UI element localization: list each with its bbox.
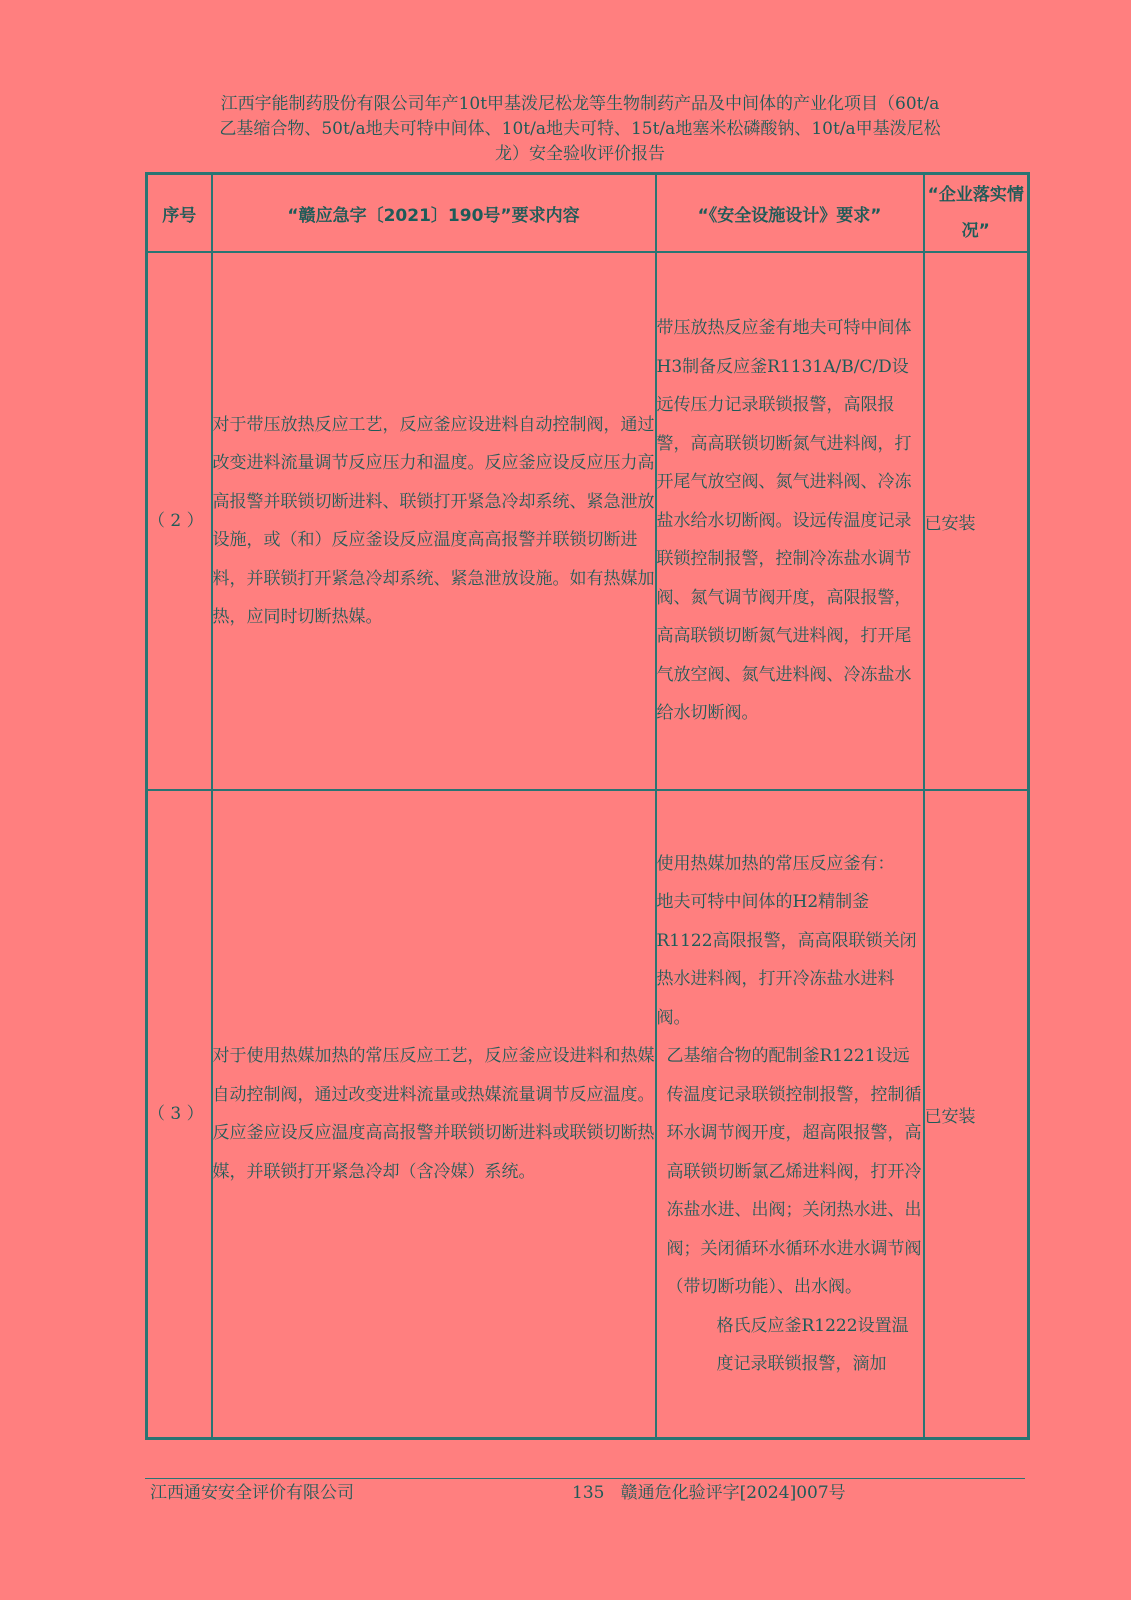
table-row [147,790,1029,1439]
row-design-cell [656,252,924,790]
column-header-seq: 序号 [147,174,212,253]
row-seq-cell: （ 2 ） [147,252,212,790]
design-paragraph: 带压放热反应釜有地夫可特中间体H3制备反应釜R1131A/B/C/D设远传压力记录联锁报警，高限报警，高高联锁切断氮气进料阀，打开尾气放空阀、氮气进料阀、冷冻盐水给水切断阀。设远传温度记录联锁控制报警，控制冷冻盐水调节阀、氮气调节阀开度，高限报警，高高联锁切断氮气进料阀，打开尾气放空阀、氮气进料阀、冷冻盐水给水切断阀。 [656,318,912,724]
row-implementation-cell: 已安装 [924,252,1029,790]
page-header [150,92,1010,167]
design-paragraph: 格氏反应釜R1222设置温度记录联锁报警，滴加 [716,1315,909,1374]
row-requirement-cell: 对于带压放热反应工艺，反应釜应设进料自动控制阀，通过改变进料流量调节反应压力和温度。反应釜应设反应压力高高报警并联锁切断进料、联锁打开紧急冷却系统、紧急泄放设施，或（和）反应釜设反应温度高高报警并联锁切断进料，并联锁打开紧急冷却系统、紧急泄放设施。如有热媒加热，应同时切断热媒。 [212,252,656,790]
column-header-design: “《安全设施设计》要求” [656,174,924,253]
header-line-3: 龙）安全验收评价报告 [495,144,665,164]
design-paragraph: 地夫可特中间体的H2精制釜R1122高限报警，高高限联锁关闭热水进料阀，打开冷冻盐水进料阀。 [656,892,917,1028]
column-header-implementation: “企业落实情况” [924,174,1029,253]
footer-doc-number: 赣通危化验评字[2024]007号 [620,1483,846,1503]
table-row [147,252,1029,790]
row-requirement-cell: 对于使用热媒加热的常压反应工艺，反应釜应设进料和热媒自动控制阀，通过改变进料流量或热媒流量调节反应温度。反应釜应设反应温度高高报警并联锁切断进料或联锁切断热媒，并联锁打开紧急冷却（含冷媒）系统。 [212,790,656,1439]
header-line-1: 江西宇能制药股份有限公司年产10t甲基泼尼松龙等生物制药产品及中间体的产业化项目（60t/a [220,94,940,114]
row-seq-cell: （ 3 ） [147,790,212,1439]
footer-company: 江西通安安全评价有限公司 [150,1483,354,1503]
requirements-table [145,172,1030,1440]
footer-divider [145,1478,1025,1479]
footer-page-number: 135 [572,1483,605,1503]
row-design-cell [656,790,924,1439]
row-implementation-cell: 已安装 [924,790,1029,1439]
header-line-2: 乙基缩合物、50t/a地夫可特中间体、10t/a地夫可特、15t/a地塞米松磷酸钠、10t/a甲基泼尼松 [219,119,941,139]
design-paragraph: 使用热媒加热的常压反应釜有： [656,853,895,874]
footer-page-info [572,1480,846,1506]
column-header-requirement: “赣应急字〔2021〕190号”要求内容 [212,174,656,253]
table-header-row [147,174,1029,253]
design-paragraph: 乙基缩合物的配制釜R1221设远传温度记录联锁控制报警，控制循环水调节阀开度，超高限报警，高高联锁切断氯乙烯进料阀，打开冷冻盐水进、出阀；关闭热水进、出阀；关闭循环水循环水进水调节阀（带切断功能）、出水阀。 [666,1046,922,1297]
